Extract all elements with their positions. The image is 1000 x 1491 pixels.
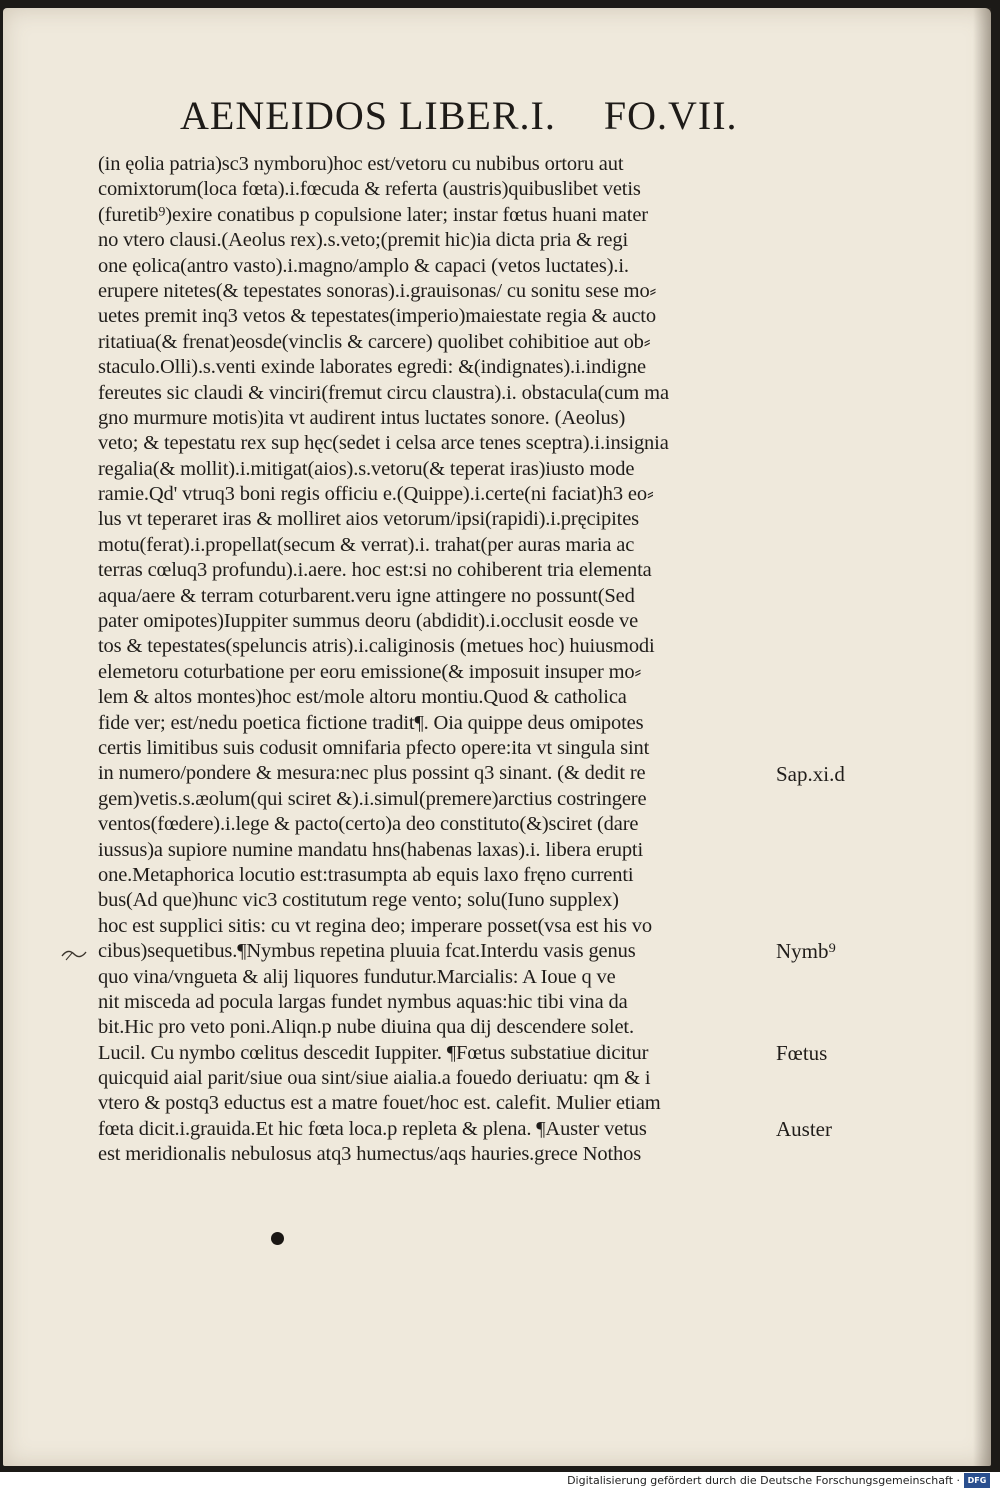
- text-line: comixtorum(loca fœta).i.fœcuda & referta (austris)quibuslibet vetis: [98, 178, 641, 201]
- text-line: Lucil. Cu nymbo cœlitus descedit Iuppiter. ¶Fœtus substatiue dicitur: [98, 1041, 649, 1064]
- commentary-text-block: [98, 152, 788, 1168]
- text-line: (in ęolia patria)sc3 nymboru)hoc est/vetoru cu nubibus ortoru aut: [98, 153, 624, 175]
- text-line: lus vt teperaret iras & molliret aios vetorum/ipsi(rapidi).i.pręcipites: [98, 508, 639, 531]
- margin-note: Sap.xi.d: [776, 761, 845, 786]
- text-line: gno murmure motis)ita vt audirent intus luctates sonore. (Aeolus): [98, 406, 626, 429]
- text-line: ramie.Qd' vtruq3 boni regis officiu e.(Quippe).i.certe(ni faciat)h3 eo⸗: [98, 483, 654, 506]
- margin-note: Nymb⁹: [776, 939, 836, 964]
- dfg-logo: DFG: [964, 1473, 990, 1488]
- footer-bar: [0, 1472, 1000, 1491]
- text-line: erupere nitetes(& tepestates sonoras).i.grauisonas/ cu sonitu sese mo⸗: [98, 279, 657, 302]
- text-line: ritatiua(& frenat)eosde(vinclis & carcere) quolibet cohibitioe aut ob⸗: [98, 330, 651, 353]
- text-line: iussus)a supiore numine mandatu hns(habenas laxas).i. libera erupti: [98, 838, 644, 861]
- text-line: uetes premit inq3 vetos & tepestates(imperio)maiestate regia & aucto: [98, 305, 656, 328]
- text-line: est meridionalis nebulosus atq3 humectus/aqs hauries.grece Nothos: [98, 1143, 642, 1166]
- text-line: pater omipotes)Iuppiter summus deoru (abdidit).i.occlusit eosde ve: [98, 610, 639, 633]
- text-line: bus(Ad que)hunc vic3 costitutum rege vento; solu(Iuno supplex): [98, 889, 619, 912]
- running-header: [180, 92, 738, 148]
- text-line: vtero & postq3 eductus est a matre fouet/hoc est. calefit. Mulier etiam: [98, 1092, 661, 1115]
- margin-note: Fœtus: [776, 1041, 828, 1065]
- text-line: hoc est supplici sitis: cu vt regina deo; imperare posset(vsa est his vo: [98, 914, 652, 937]
- text-line: terras cœluq3 profundu).i.aere. hoc est:si no cohiberent tria elementa: [98, 559, 652, 582]
- text-line: fereutes sic claudi & vinciri(fremut circu claustra).i. obstacula(cum ma: [98, 381, 669, 404]
- text-line: fide ver; est/nedu poetica fictione tradit¶. Oia quippe deus omipotes: [98, 711, 644, 734]
- margin-note: Auster: [776, 1117, 832, 1142]
- footer-credit: Digitalisierung gefördert durch die Deutsche Forschungsgemeinschaft ·: [567, 1474, 960, 1487]
- text-line: elemetoru coturbatione per eoru emissione(& imposuit insuper mo⸗: [98, 660, 642, 683]
- text-line: fœta dicit.i.grauida.Et hic fœta loca.p repleta & plena. ¶Auster vetus: [98, 1117, 647, 1140]
- text-line: one.Metaphorica locutio est:trasumpta ab equis laxo fręno currenti: [98, 863, 634, 886]
- scribble-mark: [60, 944, 90, 964]
- text-line: motu(ferat).i.propellat(secum & verrat).i. trahat(per auras maria ac: [98, 533, 635, 556]
- page-edge-shadow: [973, 8, 991, 1466]
- text-line: one ęolica(antro vasto).i.magno/amplo & capaci (vetos luctates).i.: [98, 254, 629, 277]
- text-line: aqua/aere & terram coturbarent.veru igne attingere no possunt(Sed: [98, 584, 635, 607]
- text-line: certis limitibus suis codusit omnifaria pfecto opere:ita vt singula sint: [98, 736, 650, 759]
- header-folio: FO.VII.: [603, 93, 738, 138]
- header-title: AENEIDOS LIBER.I.: [180, 93, 556, 138]
- ink-dot: [271, 1232, 284, 1245]
- text-line: tos & tepestates(speluncis atris).i.caliginosis (metues hoc) huiusmodi: [98, 635, 655, 658]
- text-line: regalia(& mollit).i.mitigat(aios).s.vetoru(& teperat iras)iusto mode: [98, 457, 635, 480]
- text-line: ventos(fœdere).i.lege & pacto(certo)a deo constituto(&)sciret (dare: [98, 813, 639, 836]
- text-line: no vtero clausi.(Aeolus rex).s.veto;(premit hic)ia dicta pria & regi: [98, 229, 629, 252]
- text-line: cibus)sequetibus.¶Nymbus repetina pluuia fcat.Interdu vasis genus: [98, 940, 636, 963]
- text-line: veto; & tepestatu rex sup hęc(sedet i celsa arce tenes sceptra).i.insignia: [98, 432, 669, 455]
- text-line: bit.Hic pro veto poni.Aliqn.p nube diuina qua dij descendere solet.: [98, 1016, 634, 1039]
- text-line: staculo.Olli).s.venti exinde laborates egredi: &(indignates).i.indigne: [98, 356, 646, 379]
- text-line: in numero/pondere & mesura:nec plus possint q3 sinant. (& dedit re: [98, 762, 646, 785]
- text-line: lem & altos montes)hoc est/mole altoru montiu.Quod & catholica: [98, 686, 627, 709]
- text-line: quicquid aial parit/siue oua sint/siue aialia.a fouedo deriuatu: qm & i: [98, 1067, 651, 1090]
- text-line: gem)vetis.s.æolum(qui sciret &).i.simul(premere)arctius costringere: [98, 787, 647, 810]
- text-line: nit misceda ad pocula largas fundet nymbus aquas:hic tibi vina da: [98, 990, 628, 1013]
- text-line: (furetib⁹)exire conatibus p copulsione later; instar fœtus huani mater: [98, 203, 648, 226]
- text-line: quo vina/vngueta & alij liquores fundutur.Marcialis: A Ioue q ve: [98, 965, 616, 988]
